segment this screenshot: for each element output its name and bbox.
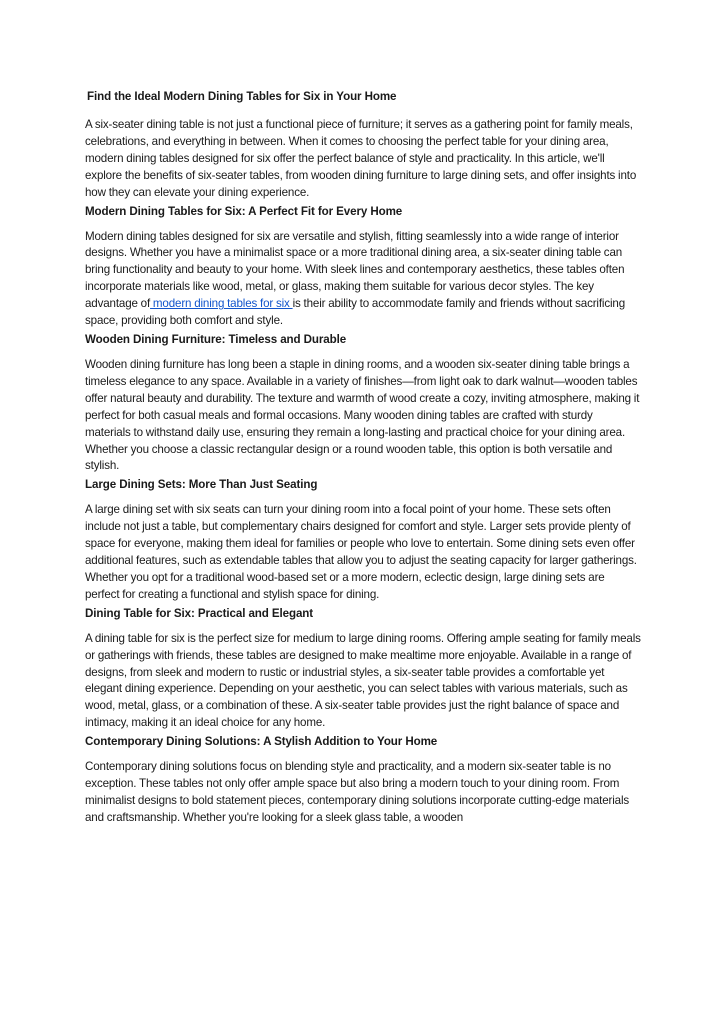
intro-paragraph: A six-seater dining table is not just a functional piece of furniture; it serves as a gathering point for family meals, celebrations, and everything in between. When it comes to choosing the perfect table for your dining area, modern dining tables designed for six offer the perfect balance of style and practicality. In this article, we'll explore the benefits of six-seater tables, from wooden dining furniture to large dining sets, and offer insights into how they can elevate your dining experience. bbox=[85, 118, 637, 199]
section-body-table-for-six: A dining table for six is the perfect size for medium to large dining rooms. Offering ample seating for family meals or gatherings with friends, these tables are designed to make mealtime more enjoyable. Available in a range of designs, from sleek and modern to rustic or industrial styles, a six-seater table provides a comfortable yet elegant dining experience. Depending on your aesthetic, you can select tables with various materials, such as wood, metal, glass, or a combination of these. A six-seater table provides just the right balance of space and intimacy, making it an ideal choice for any home. bbox=[85, 631, 641, 730]
body-text-before-link: Modern dining tables designed for six are versatile and stylish, fitting seamlessly into a wide range of interior designs. Whether you have a minimalist space or a more traditional dining area, a six-seater dining table can bring functionality and beauty to your home. With sleek lines and contemporary aesthetics, these tables often incorporate materials like wood, metal, or glass, making them suitable for various decor styles. The key advantage of bbox=[85, 229, 625, 311]
section-body-modern-tables bbox=[85, 229, 641, 330]
section-heading-large-sets: Large Dining Sets: More Than Just Seating bbox=[85, 478, 318, 492]
section-heading-modern-tables: Modern Dining Tables for Six: A Perfect Fit for Every Home bbox=[85, 204, 403, 218]
section-heading-table-for-six: Dining Table for Six: Practical and Elegant bbox=[85, 606, 314, 620]
section-heading-contemporary: Contemporary Dining Solutions: A Stylish Addition to Your Home bbox=[85, 735, 438, 749]
document-page bbox=[85, 88, 641, 828]
section-body-contemporary: Contemporary dining solutions focus on blending style and practicality, and a modern six-seater table is no exception. These tables not only offer ample space but also bring a modern touch to your dining room. From minimalist designs to bold statement pieces, contemporary dining solutions incorporate cutting-edge materials and craftsmanship. Whether you're looking for a sleek glass table, a wooden bbox=[85, 760, 630, 824]
section-heading-wooden-furniture: Wooden Dining Furniture: Timeless and Durable bbox=[85, 332, 347, 346]
section-body-wooden-furniture: Wooden dining furniture has long been a staple in dining rooms, and a wooden six-seater dining table brings a timeless elegance to any space. Available in a variety of finishes—from light oak to dark walnut—wooden tables offer natural beauty and durability. The texture and warmth of wood create a cozy, inviting atmosphere, making it perfect for both casual meals and formal occasions. Many wooden dining tables are crafted with sturdy materials to withstand daily use, ensuring they remain a long-lasting and practical choice for your dining area. Whether you choose a classic rectangular design or a round wooden table, this option is both versatile and stylish. bbox=[85, 357, 640, 473]
modern-dining-tables-link[interactable]: modern dining tables for six bbox=[150, 297, 293, 311]
body-text-after-link: is their ability to accommodate family and friends without sacrificing space, providing both comfort and style. bbox=[85, 297, 626, 328]
document-title: Find the Ideal Modern Dining Tables for Six in Your Home bbox=[87, 90, 397, 103]
section-body-large-sets: A large dining set with six seats can turn your dining room into a focal point of your home. These sets often include not just a table, but complementary chairs designed for comfort and style. Larger sets provide plenty of space for everyone, making them ideal for families or people who love to entertain. Some dining sets even offer additional features, such as extendable tables that allow you to adjust the seating capacity for larger gatherings. Whether you opt for a traditional wood-based set or a more modern, eclectic design, large dining sets are perfect for creating a functional and stylish space for dining. bbox=[85, 503, 637, 601]
